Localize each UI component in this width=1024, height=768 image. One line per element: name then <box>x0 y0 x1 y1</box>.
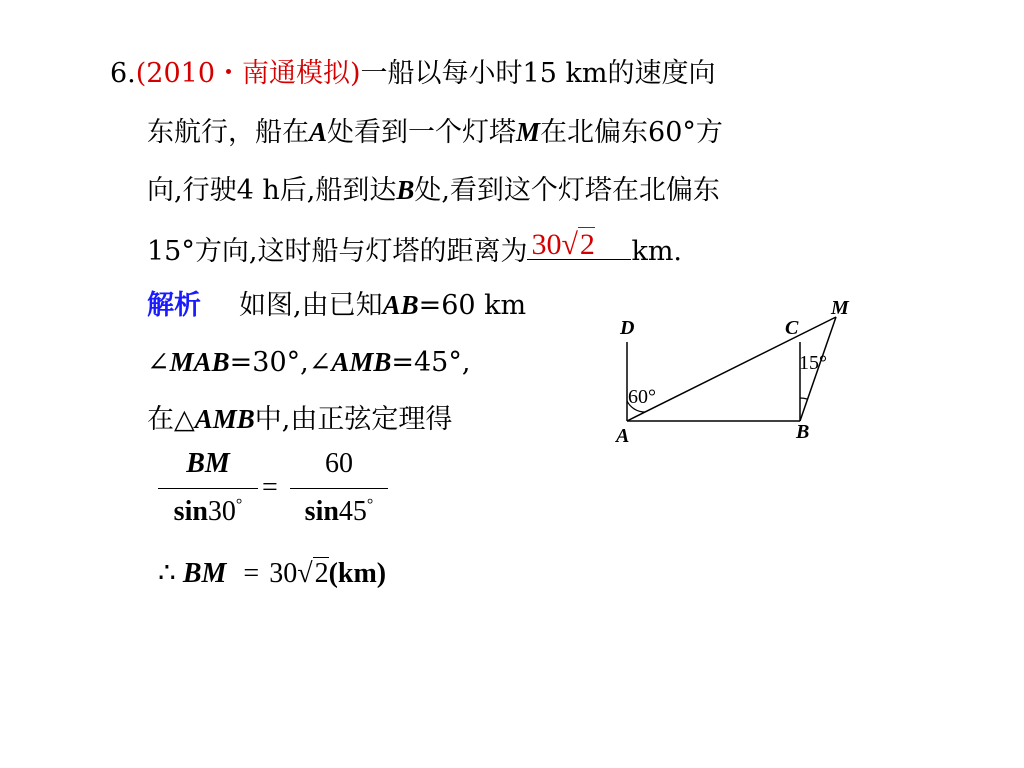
problem-text-3a: 向,行驶4 h后,船到达 <box>147 175 397 206</box>
label-A: A <box>616 425 630 447</box>
answer-blank <box>527 229 631 260</box>
fraction-left-numerator: BM <box>186 448 230 479</box>
solution-text-2b: =45°, <box>391 347 471 378</box>
problem-unit: km. <box>631 236 682 267</box>
result-line: ∴ BM = 30√2(km) <box>158 558 387 589</box>
problem-line-4 <box>147 229 682 270</box>
problem-text-3b: 处,看到这个灯塔在北偏东 <box>414 175 720 206</box>
therefore-symbol: ∴ <box>158 558 176 589</box>
fraction-right-bar <box>290 488 388 489</box>
answer-value: 30√2 <box>531 228 595 261</box>
solution-text-2a: =30°, <box>229 347 309 378</box>
fraction-left-bar <box>158 488 258 489</box>
problem-text-1: 一船以每小时15 km的速度向 <box>360 58 716 89</box>
equals-sign: = <box>262 472 278 503</box>
result-radicand: 2 <box>314 558 329 589</box>
angle-label-60: 60° <box>628 386 656 408</box>
fraction-left-denominator <box>158 496 258 528</box>
fraction-left <box>158 448 258 538</box>
geometry-diagram <box>600 290 870 460</box>
fraction-right-denominator <box>290 496 388 528</box>
solution-line-2 <box>147 344 470 381</box>
problem-text-2c: 在北偏东60°方 <box>540 117 723 148</box>
problem-line-3 <box>147 172 720 209</box>
result-coef: 30 <box>269 558 298 589</box>
label-B: B <box>796 421 810 443</box>
angle-label-15: 15° <box>799 352 827 374</box>
problem-line-1 <box>110 56 715 92</box>
point-B-ref: B <box>396 175 415 205</box>
triangle-AMB-ref: AMB <box>194 404 255 434</box>
sin-label-2: sin <box>304 496 339 527</box>
result-unit: (km) <box>328 558 387 589</box>
problem-source: (2010・南通模拟) <box>135 58 361 89</box>
sin-angle-2: 45 <box>338 496 367 527</box>
point-M-ref: M <box>516 117 541 147</box>
solution-line-1 <box>147 287 526 324</box>
angle-AMB-ref: AMB <box>331 347 392 377</box>
fraction-right-numerator: 60 <box>325 448 353 479</box>
problem-text-4a: 15°方向,这时船与灯塔的距离为 <box>147 236 528 267</box>
sin-angle-1: 30 <box>207 496 236 527</box>
label-C: C <box>785 317 799 339</box>
sin-label-1: sin <box>173 496 208 527</box>
solution-text-3b: 中,由正弦定理得 <box>254 404 453 435</box>
label-D: D <box>620 317 635 339</box>
label-M: M <box>831 297 849 319</box>
angle-MAB-ref: MAB <box>169 347 230 377</box>
solution-label: 解析 <box>147 290 201 321</box>
problem-line-2 <box>147 114 723 151</box>
solution-line-3 <box>147 401 452 438</box>
degree-symbol-2: ° <box>366 496 374 514</box>
problem-text-2b: 处看到一个灯塔 <box>327 117 517 148</box>
problem-text-2a: 东航行，船在 <box>147 117 309 148</box>
angle-arc-B <box>800 398 807 399</box>
problem-number: 6. <box>110 58 136 89</box>
solution-text-1a: 如图,由已知 <box>239 290 383 321</box>
answer-coef: 30 <box>531 228 562 261</box>
fraction-right <box>290 448 388 538</box>
solution-text-3a: 在△ <box>147 404 195 435</box>
result-BM: BM <box>182 558 227 589</box>
answer-radicand: 2 <box>579 228 595 261</box>
sine-rule-equation <box>158 448 398 538</box>
point-A-ref: A <box>309 117 328 147</box>
solution-text-1b: =60 km <box>418 290 527 321</box>
segment-AB-ref: AB <box>382 290 419 320</box>
degree-symbol-1: ° <box>235 496 243 514</box>
angle-symbol-1: ∠ <box>147 347 170 378</box>
angle-symbol-2: ∠ <box>308 347 332 378</box>
result-equals: = <box>243 558 260 589</box>
